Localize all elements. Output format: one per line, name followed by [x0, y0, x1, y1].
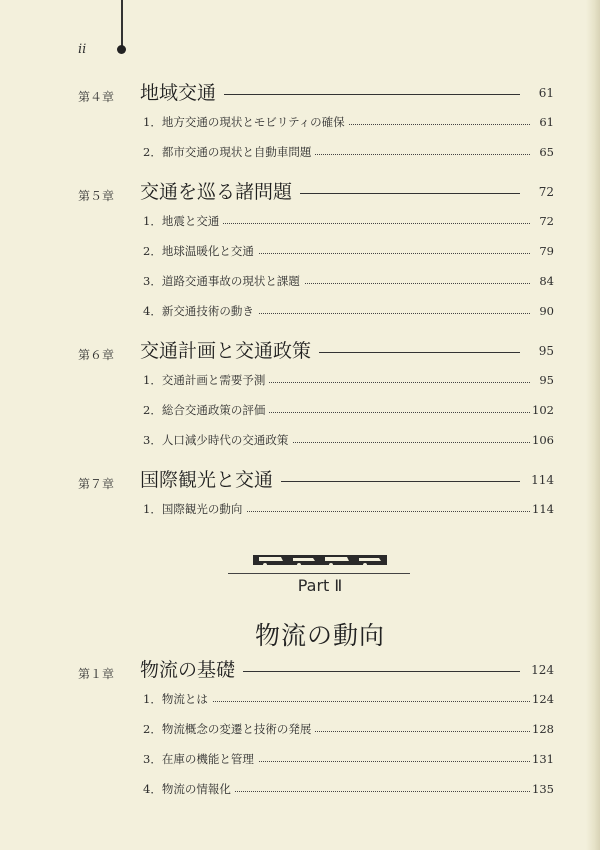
- chapter-number: 第１章: [78, 667, 115, 681]
- toc-entry[interactable]: [143, 212, 554, 230]
- chapter-title: 交通を巡る諸問題: [140, 179, 300, 205]
- toc-entry[interactable]: [143, 143, 554, 161]
- section-title: 4．物流の情報化: [143, 780, 235, 798]
- section-page: 128: [532, 722, 554, 736]
- chapter-4-heading[interactable]: [78, 80, 554, 108]
- section-page: 95: [539, 373, 554, 387]
- chapter-6-heading[interactable]: [78, 338, 554, 366]
- chapter-5-heading[interactable]: [78, 179, 554, 207]
- section-page: 135: [532, 782, 554, 796]
- section-page: 72: [539, 214, 554, 228]
- section-title: 3．在庫の機能と管理: [143, 750, 258, 768]
- chapter-page: 114: [531, 473, 554, 487]
- toc-entry[interactable]: [143, 272, 554, 290]
- toc-entry[interactable]: [143, 750, 554, 768]
- toc-entry[interactable]: [143, 371, 554, 389]
- part-title: 物流の動向: [254, 621, 385, 650]
- section-page: 65: [539, 145, 554, 159]
- section-page: 106: [532, 433, 554, 447]
- toc-entry[interactable]: [143, 113, 554, 131]
- page-edge-shadow: [586, 0, 600, 850]
- section-page: 102: [532, 403, 554, 417]
- toc-entry[interactable]: [143, 302, 554, 320]
- chapter-title: 物流の基礎: [140, 657, 243, 683]
- section-page: 61: [539, 115, 554, 129]
- page-folio: ii: [78, 42, 87, 57]
- toc-entry[interactable]: [143, 780, 554, 798]
- section-title: 2．地球温暖化と交通: [143, 242, 258, 260]
- section-page: 124: [532, 692, 554, 706]
- section-title: 1．国際観光の動向: [143, 500, 246, 518]
- header-vertical-line: [121, 0, 123, 47]
- chapter-page: 124: [531, 663, 554, 677]
- toc-entry[interactable]: [143, 401, 554, 419]
- section-title: 1．地方交通の現状とモビリティの確保: [143, 113, 349, 131]
- section-title: 1．物流とは: [143, 690, 212, 708]
- section-page: 131: [532, 752, 554, 766]
- chapter-7-heading[interactable]: [78, 467, 554, 495]
- section-title: 3．人口減少時代の交通政策: [143, 431, 292, 449]
- toc-entry[interactable]: [143, 500, 554, 518]
- chapter-title: 国際観光と交通: [140, 467, 281, 493]
- chapter-page: 72: [538, 185, 554, 199]
- section-page: 84: [539, 274, 554, 288]
- chapter-number: 第７章: [78, 477, 115, 491]
- section-title: 1．交通計画と需要予測: [143, 371, 269, 389]
- section-title: 1．地震と交通: [143, 212, 223, 230]
- part2-chapter-1-heading[interactable]: [78, 657, 554, 685]
- toc-entry[interactable]: [143, 720, 554, 738]
- section-title: 2．総合交通政策の評価: [143, 401, 269, 419]
- section-page: 79: [539, 244, 554, 258]
- section-title: 4．新交通技術の動き: [143, 302, 258, 320]
- section-page: 90: [539, 304, 554, 318]
- section-page: 114: [532, 502, 554, 516]
- part-divider-rule: [228, 573, 410, 574]
- toc-entry[interactable]: [143, 431, 554, 449]
- chapter-number: 第５章: [78, 189, 115, 203]
- chapter-number: 第６章: [78, 348, 115, 362]
- toc-entry[interactable]: [143, 690, 554, 708]
- chapter-page: 61: [538, 86, 554, 100]
- section-title: 2．物流概念の変遷と技術の発展: [143, 720, 315, 738]
- truck-convoy-icon: [253, 553, 387, 567]
- chapter-page: 95: [538, 344, 554, 358]
- section-title: 2．都市交通の現状と自動車問題: [143, 143, 315, 161]
- chapter-title: 地域交通: [140, 80, 224, 106]
- header-dot: [117, 45, 126, 54]
- section-title: 3．道路交通事故の現状と課題: [143, 272, 304, 290]
- chapter-title: 交通計画と交通政策: [140, 338, 319, 364]
- toc-entry[interactable]: [143, 242, 554, 260]
- chapter-number: 第４章: [78, 90, 115, 104]
- part-label: Part Ⅱ: [297, 576, 343, 595]
